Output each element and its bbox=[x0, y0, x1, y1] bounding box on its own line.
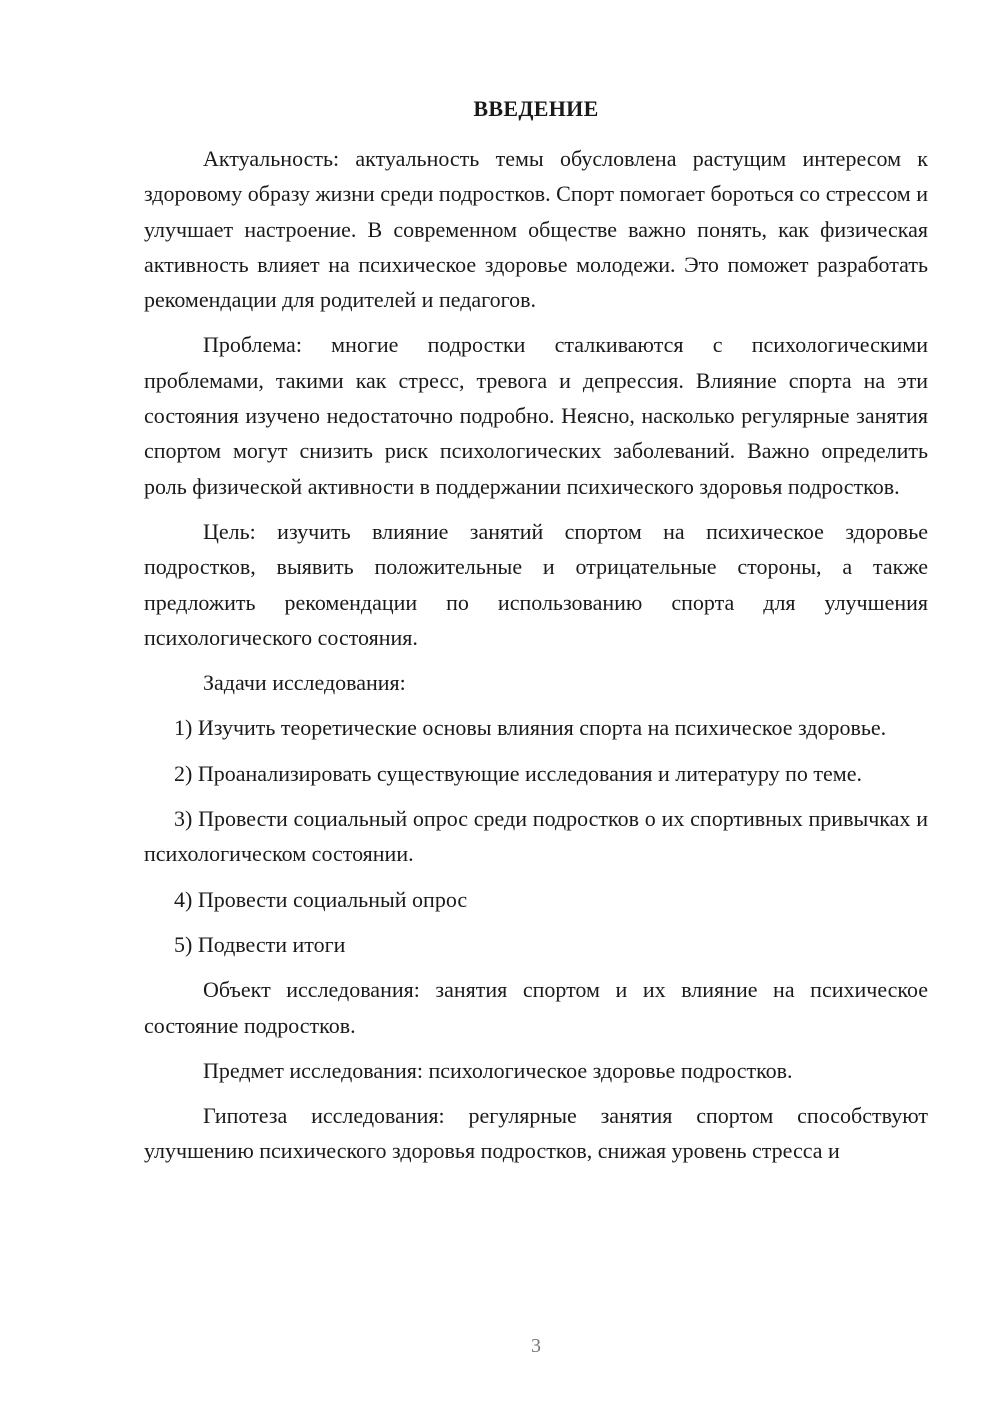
task-item-1: 1) Изучить теоретические основы влияния спорта на психическое здоровье. bbox=[174, 715, 887, 741]
task-item-3: 3) Провести социальный опрос среди подростков о их спортивных привычках и психологическом состоянии. bbox=[144, 806, 928, 867]
body-text bbox=[144, 141, 928, 1179]
task-item-4: 4) Провести социальный опрос bbox=[174, 886, 468, 912]
paragraph-hypothesis: Гипотеза исследования: регулярные занятия спортом способствуют улучшению психического здоровья подростков, снижая уровень стресса и bbox=[144, 1103, 928, 1164]
paragraph-relevance: Актуальность: актуальность темы обусловлена растущим интересом к здоровому образу жизни среди подростков. Спорт помогает бороться со стрессом и улучшает настроение. В современном обществе важно понять, как физическая активность влияет на психическое здоровье молодежи. Это поможет разработать рекомендации для родителей и педагогов. bbox=[144, 146, 928, 313]
paragraph-object: Объект исследования: занятия спортом и их влияние на психическое состояние подростков. bbox=[144, 977, 928, 1038]
task-item-5: 5) Подвести итоги bbox=[174, 931, 346, 957]
paragraph-problem: Проблема: многие подростки сталкиваются с психологическими проблемами, такими как стресс, тревога и депрессия. Влияние спорта на эти состояния изучено недостаточно подробно. Неясно, насколько регулярные занятия спортом могут снизить риск психологических заболеваний. Важно определить роль физической активности в поддержании психического здоровья подростков. bbox=[144, 332, 928, 499]
paragraph-goal: Цель: изучить влияние занятий спортом на психическое здоровье подростков, выявить положительные и отрицательные стороны, а также предложить рекомендации по использованию спорта для улучшения психологического состояния. bbox=[144, 518, 928, 650]
paragraph-subject: Предмет исследования: психологическое здоровье подростков. bbox=[203, 1057, 793, 1083]
paragraph-tasks-title: Задачи исследования: bbox=[203, 670, 406, 696]
page-number: 3 bbox=[531, 1335, 541, 1357]
task-item-2: 2) Проанализировать существующие исследования и литературу по теме. bbox=[174, 760, 862, 786]
page-heading: ВВЕДЕНИЕ bbox=[473, 96, 599, 121]
